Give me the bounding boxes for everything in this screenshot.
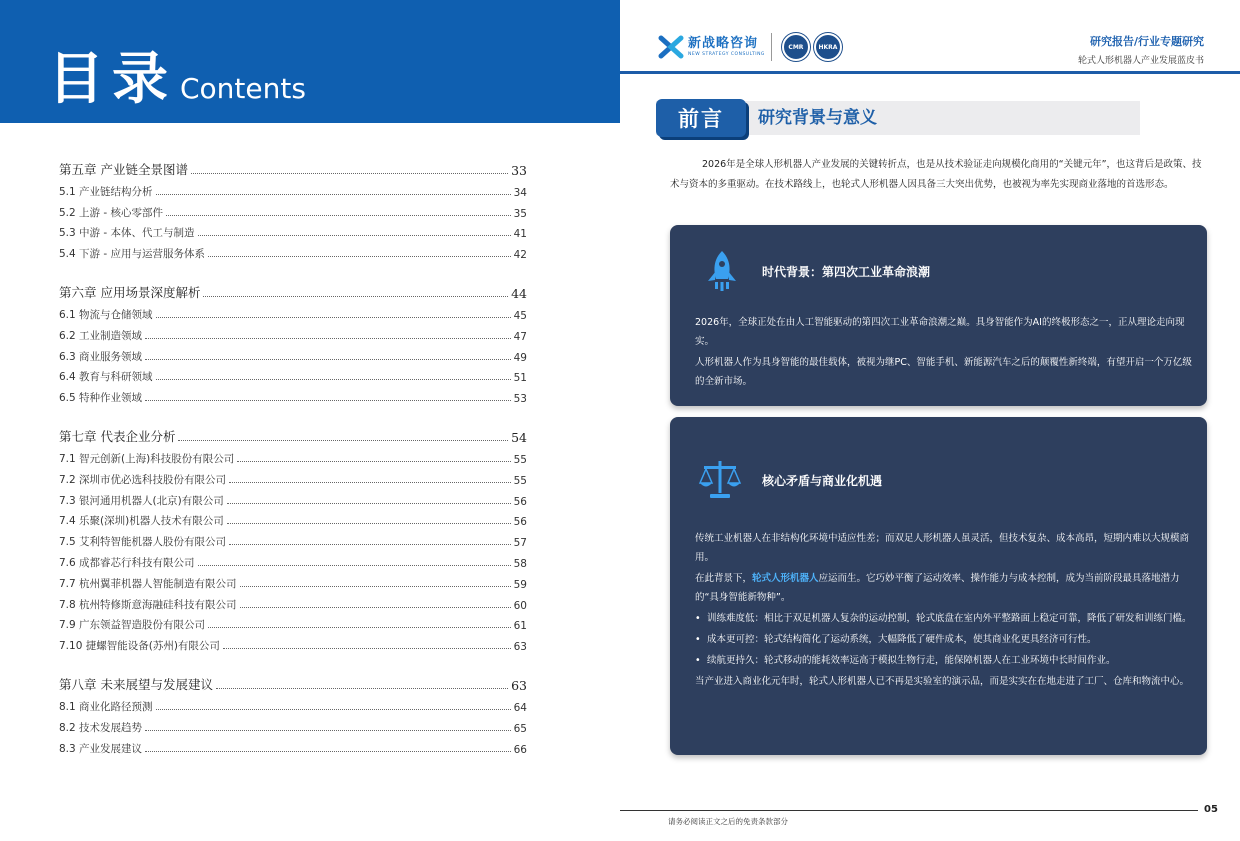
toc-entry[interactable] bbox=[59, 364, 527, 385]
toc-leader-dots bbox=[237, 461, 510, 462]
toc-entry-title: 7.5 艾利特智能机器人股份有限公司 bbox=[59, 536, 227, 549]
toc-title: 目录 bbox=[48, 47, 176, 112]
toc-entry[interactable] bbox=[59, 735, 527, 756]
toc-leader-dots bbox=[208, 256, 511, 257]
bullet-item: • 成本更可控：轮式结构简化了运动系统，大幅降低了硬件成本，使其商业化更具经济可行性。 bbox=[695, 630, 1192, 649]
toc-entry[interactable] bbox=[59, 549, 527, 570]
cmr-badge-icon: CMR bbox=[782, 33, 810, 61]
toc-page-number: 63 bbox=[513, 641, 527, 654]
toc-chapter bbox=[59, 671, 527, 755]
toc-leader-dots bbox=[229, 482, 511, 483]
toc-chapter-entry[interactable] bbox=[59, 423, 527, 445]
toc-entry-title: 6.1 物流与仓储领域 bbox=[59, 308, 153, 321]
bullet-item: • 续航更持久：轮式移动的能耗效率远高于模拟生物行走，能保障机器人在工业环境中长时间作业。 bbox=[695, 651, 1192, 670]
toc-leader-dots bbox=[156, 317, 511, 318]
toc-page-number: 55 bbox=[513, 453, 527, 466]
toc-leader-dots bbox=[156, 194, 511, 195]
toc-page-number: 54 bbox=[511, 430, 527, 446]
toc-title-en: Contents bbox=[180, 72, 306, 105]
toc-entry-title: 8.3 产业发展建议 bbox=[59, 742, 143, 755]
toc-chapter bbox=[59, 156, 527, 261]
logo-subtext: NEW STRATEGY CONSULTING bbox=[688, 52, 765, 57]
toc-entry[interactable] bbox=[59, 220, 527, 241]
toc-entry-title: 7.7 杭州翼菲机器人智能制造有限公司 bbox=[59, 577, 237, 590]
toc-entry-title: 5.4 下游 - 应用与运营服务体系 bbox=[59, 248, 205, 261]
toc-page-number: 65 bbox=[513, 722, 527, 735]
highlight-term: 轮式人形机器人 bbox=[752, 573, 819, 584]
toc-entry[interactable] bbox=[59, 199, 527, 220]
toc-leader-dots bbox=[229, 544, 511, 545]
opportunity-card bbox=[670, 417, 1207, 755]
toc-leader-dots bbox=[203, 296, 508, 297]
toc-page-number: 61 bbox=[513, 620, 527, 633]
toc-entry-title: 7.9 广东领益智造股份有限公司 bbox=[59, 619, 206, 632]
toc-entry-title: 第五章 产业链全景图谱 bbox=[59, 162, 188, 177]
toc-entry-title: 5.2 上游 - 核心零部件 bbox=[59, 206, 163, 219]
page-number: 05 bbox=[1204, 804, 1218, 815]
toc-leader-dots bbox=[227, 503, 511, 504]
hkra-badge-icon: HKRA bbox=[814, 33, 842, 61]
toc-leader-dots bbox=[156, 379, 511, 380]
header-right bbox=[1078, 34, 1204, 69]
footer-note: 请务必阅读正文之后的免责条款部分 bbox=[668, 817, 788, 826]
card-body bbox=[695, 529, 1192, 693]
background-card bbox=[670, 225, 1207, 406]
toc-page-number: 45 bbox=[513, 309, 527, 322]
toc-entry[interactable] bbox=[59, 487, 527, 508]
logo-divider bbox=[771, 33, 772, 61]
footer-divider bbox=[620, 810, 1198, 811]
toc-entry-title: 6.2 工业制造领域 bbox=[59, 329, 143, 342]
toc-leader-dots bbox=[198, 235, 511, 236]
toc-entry-title: 7.6 成都睿芯行科技有限公司 bbox=[59, 556, 195, 569]
toc-page-number: 49 bbox=[513, 351, 527, 364]
toc-chapter-entry[interactable] bbox=[59, 279, 527, 301]
toc-entry[interactable] bbox=[59, 445, 527, 466]
toc-entry[interactable] bbox=[59, 528, 527, 549]
toc-page-number: 44 bbox=[511, 286, 527, 302]
toc-leader-dots bbox=[240, 607, 511, 608]
toc-page-number: 56 bbox=[513, 516, 527, 529]
toc-chapter-entry[interactable] bbox=[59, 671, 527, 693]
toc-entry-title: 6.5 特种作业领域 bbox=[59, 392, 143, 405]
toc-leader-dots bbox=[178, 440, 508, 441]
card-paragraph: 人形机器人作为具身智能的最佳载体，被视为继PC、智能手机、新能源汽车之后的颠覆性新终端，有望开启一个万亿级的全新市场。 bbox=[695, 357, 1192, 387]
toc-entry[interactable] bbox=[59, 591, 527, 612]
toc-entry[interactable] bbox=[59, 466, 527, 487]
toc-page-number: 55 bbox=[513, 474, 527, 487]
toc-entry[interactable] bbox=[59, 612, 527, 633]
toc-entry[interactable] bbox=[59, 384, 527, 405]
toc-page-number: 34 bbox=[513, 186, 527, 199]
toc-entry-title: 第七章 代表企业分析 bbox=[59, 429, 176, 445]
toc-leader-dots bbox=[145, 400, 511, 401]
toc-page-number: 33 bbox=[511, 163, 527, 178]
report-category: 研究报告/行业专题研究 bbox=[1089, 35, 1204, 48]
toc-page-number: 60 bbox=[513, 599, 527, 612]
toc-entry-title: 7.4 乐聚(深圳)机器人技术有限公司 bbox=[59, 515, 224, 528]
card-paragraph: 传统工业机器人在非结构化环境中适应性差；而双足人形机器人虽灵活，但技术复杂、成本高昂，短期内难以大规模商用。 bbox=[695, 533, 1190, 563]
toc-page-number: 57 bbox=[513, 537, 527, 550]
toc-entry[interactable] bbox=[59, 508, 527, 529]
toc-page-number: 51 bbox=[513, 372, 527, 385]
table-of-contents bbox=[59, 156, 527, 774]
toc-page-number: 59 bbox=[513, 578, 527, 591]
toc-page-number: 53 bbox=[513, 393, 527, 406]
scales-icon bbox=[698, 457, 742, 501]
toc-page-number: 56 bbox=[513, 495, 527, 508]
toc-entry[interactable] bbox=[59, 322, 527, 343]
toc-leader-dots bbox=[145, 730, 511, 731]
card-body bbox=[695, 313, 1192, 393]
toc-leader-dots bbox=[191, 173, 508, 174]
toc-leader-dots bbox=[198, 565, 511, 566]
toc-page-number: 41 bbox=[513, 228, 527, 241]
toc-entry[interactable] bbox=[59, 632, 527, 653]
toc-leader-dots bbox=[216, 688, 508, 689]
toc-entry[interactable] bbox=[59, 343, 527, 364]
toc-entry[interactable] bbox=[59, 714, 527, 735]
toc-entry[interactable] bbox=[59, 570, 527, 591]
toc-page-number: 63 bbox=[511, 678, 527, 694]
toc-header bbox=[0, 0, 620, 123]
toc-entry[interactable] bbox=[59, 240, 527, 261]
card-heading: 时代背景：第四次工业革命浪潮 bbox=[762, 265, 931, 279]
toc-leader-dots bbox=[223, 648, 511, 649]
logo-icon bbox=[658, 34, 684, 60]
toc-entry-title: 5.1 产业链结构分析 bbox=[59, 185, 153, 198]
toc-entry[interactable] bbox=[59, 301, 527, 322]
toc-page-number: 47 bbox=[513, 330, 527, 343]
toc-page-number: 58 bbox=[513, 557, 527, 570]
toc-entry-title: 第八章 未来展望与发展建议 bbox=[59, 677, 213, 693]
toc-entry-title: 6.4 教育与科研领域 bbox=[59, 371, 153, 384]
right-page bbox=[620, 0, 1240, 841]
toc-entry-title: 5.3 中游 - 本体、代工与制造 bbox=[59, 227, 195, 240]
toc-leader-dots bbox=[145, 338, 511, 339]
toc-entry-title: 第六章 应用场景深度解析 bbox=[59, 285, 201, 301]
toc-leader-dots bbox=[156, 709, 511, 710]
card-paragraph: 当产业进入商业化元年时，轮式人形机器人已不再是实验室的演示品，而是实实在在地走进了工厂、仓库和物流中心。 bbox=[695, 676, 1190, 687]
toc-leader-dots bbox=[166, 215, 511, 216]
toc-page-number: 64 bbox=[513, 701, 527, 714]
toc-leader-dots bbox=[145, 359, 511, 360]
toc-entry-title: 7.8 杭州特修斯意海融硅科技有限公司 bbox=[59, 598, 237, 611]
toc-chapter-entry[interactable] bbox=[59, 156, 527, 178]
section-tab: 前言 bbox=[656, 99, 746, 137]
toc-leader-dots bbox=[145, 751, 511, 752]
toc-entry[interactable] bbox=[59, 178, 527, 199]
header-divider bbox=[620, 71, 1240, 74]
bullet-item: • 训练难度低：相比于双足机器人复杂的运动控制，轮式底盘在室内外平整路面上稳定可靠，降低了研发和训练门槛。 bbox=[695, 609, 1192, 628]
toc-page-number: 66 bbox=[513, 743, 527, 756]
toc-entry-title: 6.3 商业服务领域 bbox=[59, 350, 143, 363]
logo-area bbox=[658, 30, 842, 64]
toc-leader-dots bbox=[208, 627, 511, 628]
toc-page-number: 35 bbox=[513, 207, 527, 220]
toc-entry[interactable] bbox=[59, 693, 527, 714]
toc-entry-title: 8.1 商业化路径预测 bbox=[59, 700, 153, 713]
toc-entry-title: 7.2 深圳市优必选科技股份有限公司 bbox=[59, 473, 227, 486]
toc-leader-dots bbox=[227, 523, 511, 524]
toc-entry-title: 7.1 智元创新(上海)科技股份有限公司 bbox=[59, 452, 235, 465]
toc-leader-dots bbox=[240, 586, 511, 587]
toc-chapter bbox=[59, 279, 527, 405]
card-paragraph: 2026年，全球正处在由人工智能驱动的第四次工业革命浪潮之巅。具身智能作为AI的终极形态之一，正从理论走向现实。 bbox=[695, 317, 1185, 347]
card-heading: 核心矛盾与商业化机遇 bbox=[762, 474, 883, 488]
intro-paragraph: 2026年是全球人形机器人产业发展的关键转折点，也是从技术验证走向规模化商用的“关键元年”，也这背后是政策、技术与资本的多重驱动。在技术路线上，也轮式人形机器人因具备三大突出优势，也被视为率先实现商业落地的首选形态。 bbox=[670, 159, 1202, 190]
toc-entry-title: 7.3 银河通用机器人(北京)有限公司 bbox=[59, 494, 224, 507]
toc-chapter bbox=[59, 423, 527, 653]
rocket-icon bbox=[700, 249, 744, 293]
toc-entry-title: 7.10 捷螺智能设备(苏州)有限公司 bbox=[59, 640, 220, 653]
card-paragraph: 在此背景下，轮式人形机器人应运而生。它巧妙平衡了运动效率、操作能力与成本控制，成为当前阶段最具落地潜力的“具身智能新物种”。 bbox=[695, 573, 1180, 603]
report-title: 轮式人形机器人产业发展蓝皮书 bbox=[1077, 56, 1204, 66]
toc-entry-title: 8.2 技术发展趋势 bbox=[59, 721, 143, 734]
toc-page-number: 42 bbox=[513, 249, 527, 262]
logo-text: 新战略咨询 bbox=[688, 36, 759, 51]
section-title: 研究背景与意义 bbox=[758, 108, 877, 128]
